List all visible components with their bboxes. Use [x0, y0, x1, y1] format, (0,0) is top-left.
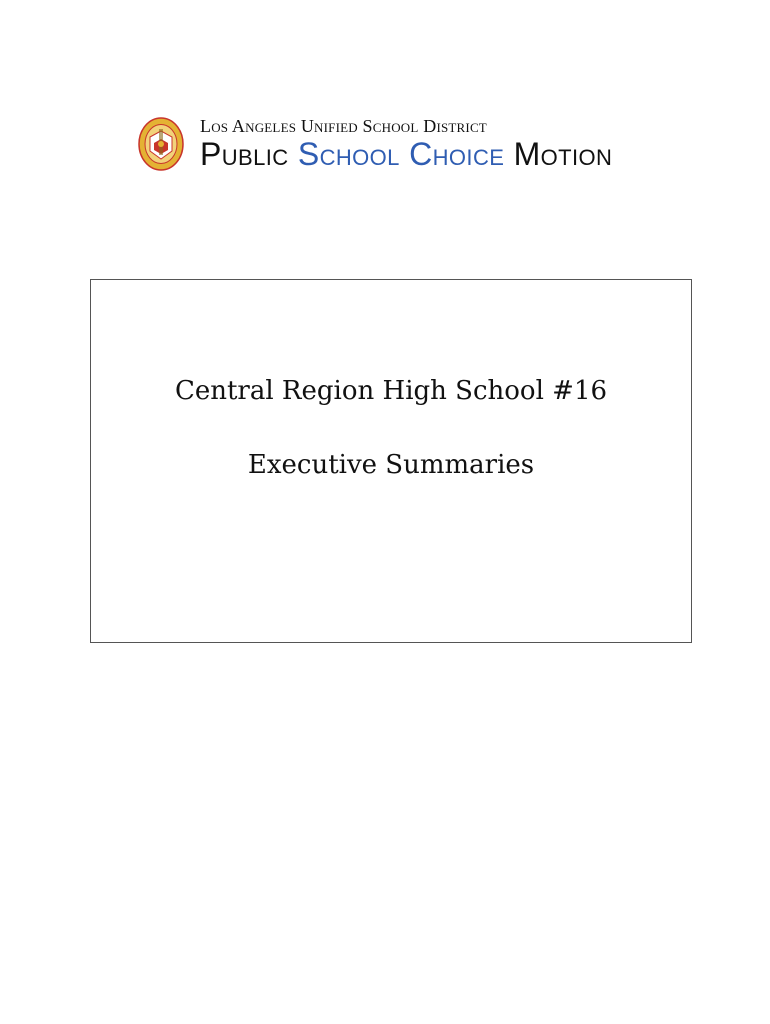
document-subtitle: Executive Summaries — [247, 450, 535, 480]
motion-title-word: Public — [200, 136, 289, 172]
motion-title — [200, 137, 612, 171]
header-text — [200, 117, 612, 171]
lausd-seal-icon — [138, 117, 184, 171]
motion-title-word: School — [297, 136, 400, 172]
title-box — [90, 279, 692, 643]
motion-title-word: Motion — [513, 136, 613, 172]
document-header — [138, 116, 612, 172]
document-title: Central Region High School #16 — [174, 376, 608, 406]
district-name: Los Angeles Unified School District — [200, 116, 487, 136]
motion-title-word: Choice — [409, 136, 505, 172]
